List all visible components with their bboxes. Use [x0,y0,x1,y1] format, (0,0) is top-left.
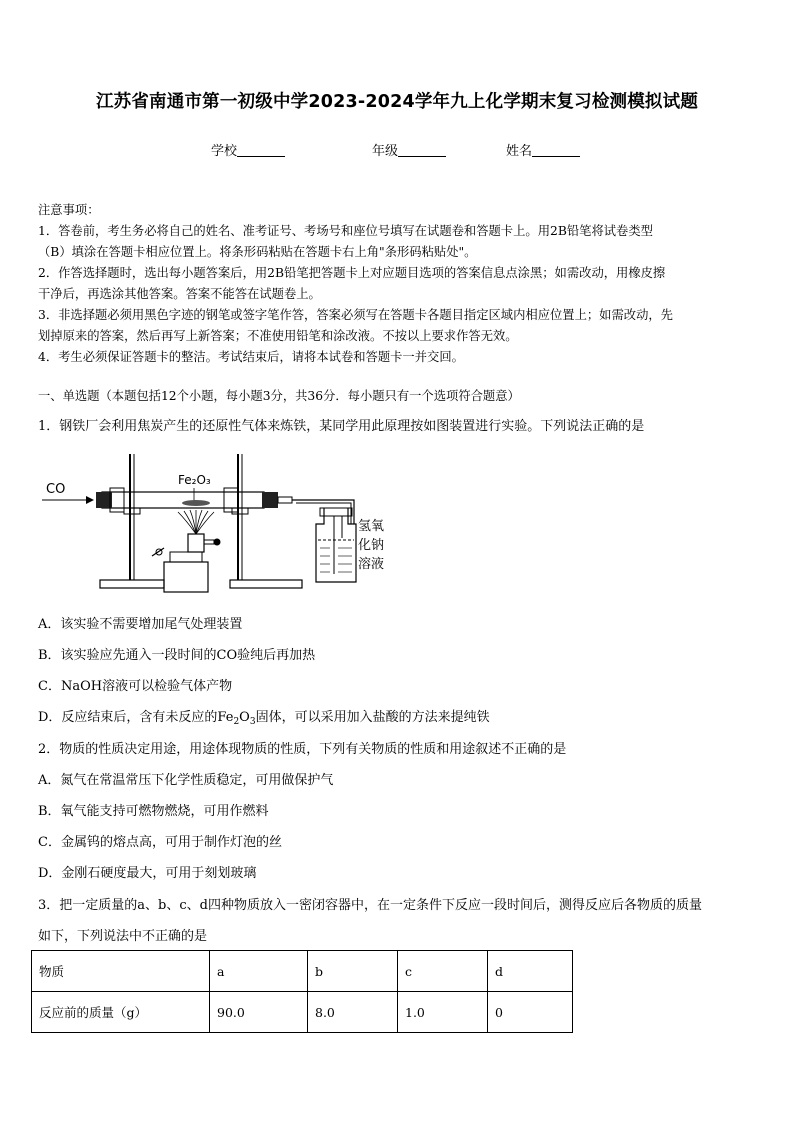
grade-blank[interactable] [398,143,446,157]
fe2o3-label: Fe₂O₃ [178,473,211,487]
name-field [506,140,580,159]
burner-valve [214,539,221,546]
notice-line-6: 划掉原来的答案，然后再写上新答案；不准使用铅笔和涂改液。不按以上要求作答无效。 [38,329,518,343]
page-title: 江苏省南通市第一初级中学2023-2024学年九上化学期末复习检测模拟试题 [95,92,699,112]
name-blank[interactable] [532,143,580,157]
table-cell: c [398,951,488,992]
grade-label: 年级 [372,144,399,159]
name-label: 姓名 [506,144,533,159]
reaction-tube [102,492,264,508]
table-cell: 1.0 [398,992,488,1033]
q1-apparatus-diagram [38,448,408,598]
q1-option-b: B．该实验应先通入一段时间的CO验纯后再加热 [38,648,316,663]
q2-option-c: C．金属钨的熔点高，可用于制作灯泡的丝 [38,835,282,850]
q1-option-d: D．反应结束后，含有未反应的$Fe_2O_3$固体，可以采用加入盐酸的方法来提纯铁 [38,710,490,727]
delivery-tube [292,500,354,524]
co-arrowhead [86,496,94,504]
solution-hatching [320,548,352,572]
burner-base [164,562,208,592]
q2-option-a: A．氮气在常温常压下化学性质稳定，可用做保护气 [38,773,334,788]
notice-line-2: （B）填涂在答题卡相应位置上。将条形码粘贴在答题卡右上角"条形码粘贴处"。 [38,245,477,259]
naoh-label-line-1: 氢氧 [358,519,385,534]
grade-field [372,140,446,159]
naoh-label-line-2: 化钠 [358,538,385,553]
q3-stem-line-2: 如下，下列说法中不正确的是 [38,929,208,944]
notice-heading: 注意事项： [38,203,100,217]
notice-line-3: 2．作答选择题时，选出每小题答案后，用2B铅笔把答题卡上对应题目选项的答案信息点涂黑；如需改动，用橡皮擦 [38,266,666,280]
q1-stem: 1．钢铁厂会利用焦炭产生的还原性气体来炼铁，某同学用此原理按如图装置进行实验。下列说法正确的是 [38,419,645,434]
table-cell: 8.0 [308,992,398,1033]
notice-line-5: 3．非选择题必须用黑色字迹的钢笔或签字笔作答，答案必须写在答题卡各题目指定区域内相应位置上；如需改动，先 [38,308,673,322]
wash-bottle [316,508,356,582]
notice-line-1: 1．答卷前，考生务必将自己的姓名、准考证号、考场号和座位号填写在试题卷和答题卡上。用2B铅笔将试卷类型 [38,224,653,238]
table-cell: 90.0 [210,992,308,1033]
q1-option-c: C．NaOH溶液可以检验气体产物 [38,679,233,694]
q1-option-a: A．该实验不需要增加尾气处理装置 [38,617,243,632]
right-stand-base [230,580,302,588]
table-row [32,951,573,992]
table-cell: 物质 [32,951,210,992]
notice-line-4: 干净后，再选涂其他答案。答案不能答在试题卷上。 [38,287,321,301]
q3-mass-table [31,950,573,1033]
fe2o3-powder [182,500,210,506]
table-row [32,992,573,1033]
table-cell: a [210,951,308,992]
q2-option-b: B．氧气能支持可燃物燃烧，可用作燃料 [38,804,269,819]
q2-option-d: D．金刚石硬度最大，可用于刻划玻璃 [38,866,257,881]
table-cell: d [488,951,573,992]
table-cell: 反应前的质量（g） [32,992,210,1033]
naoh-label-line-3: 溶液 [358,557,385,572]
burner-tube [188,534,204,552]
school-blank[interactable] [237,143,285,157]
school-field [211,140,285,159]
co-label: CO [46,482,66,497]
q3-stem-line-1: 3．把一定质量的a、b、c、d四种物质放入一密闭容器中，在一定条件下反应一段时间后，测得反应后各物质的质量 [38,898,702,913]
table-cell: 0 [488,992,573,1033]
left-stand-base [100,580,164,588]
school-label: 学校 [211,144,238,159]
q2-stem: 2．物质的性质决定用途，用途体现物质的性质，下列有关物质的性质和用途叙述不正确的是 [38,742,567,757]
table-cell: b [308,951,398,992]
flame [178,510,214,534]
right-stopper [262,492,278,508]
notice-line-7: 4．考生必须保证答题卡的整洁。考试结束后，请将本试卷和答题卡一并交回。 [38,350,464,364]
section-heading: 一、单选题（本题包括12个小题，每小题3分，共36分．每小题只有一个选项符合题意） [38,389,520,403]
